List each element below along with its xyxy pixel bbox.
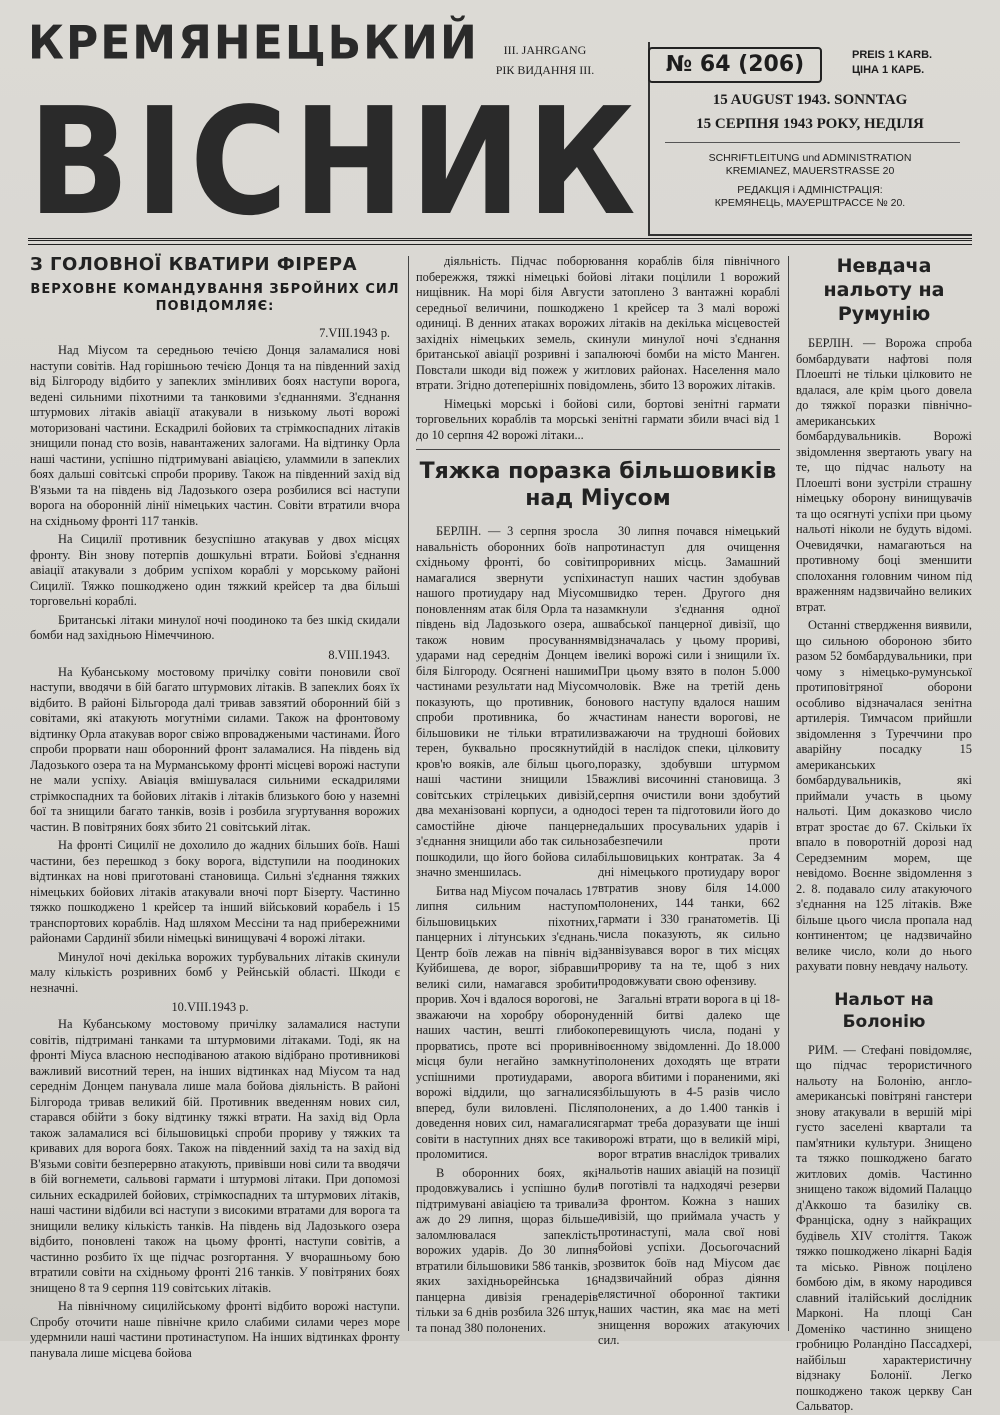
paragraph: БЕРЛІН. — Ворожа спроба бомбардувати нафтові поля Плоешті не тільки цілковито не вдалася, але крім цього довела до тяжкої поразки північно-американських бомбардувальників. Ворожі звідомлення звертають увагу на те, що підчас нальоту на Плоешті вони зустріли страшну німецьку оборону винищувачів та що осягнуті успіхи при цьому нальоті ніколи не будуть відомі. Очевидячки, намагаються на противному боці зменшити сполохання головним чином під враженням надзвичайно великих втрат. (796, 336, 972, 614)
paragraph: На Кубанському мостовому причілку совіти поновили свої наступи, вводячи в бій багато штурмових літаків. В запеклих боях їх відбито. В районі Більгорода далі тривав завзятий оборонний бій з совітами, які атакують могутніми силами. Також на фронтовому відтинку Орла атакував ворог свіжо впроваджеными частинами. Його спроби прорвати наш оборонний фронт заламалися. На південь від Ладозького озера та на Мурманському фронті місцеві ворожі наступи не мали успіху. Авіація вмішувалася сильними ескадрилями стрімкоспадних та бойових літаків і літаків близького бою у наземні бої та знищили багато танків, возів і розбила згуртування ворожих частин. В повітряних боях збито 21 совітський літак. (30, 664, 400, 834)
issue-number: № 64 (206) (648, 47, 822, 83)
paragraph: РИМ. — Стефані повідомляє, що підчас терористичного нальоту на Болонію, англо-американські повітряні ганстери знову атакували в вершій мірі густо заселені квартали та пам'ятники культури. Знищено та тяжко пошкоджено багато житлових домів. Частинно знищено також відомий Палаццо д'Аккошо та базиліку св. Франціска, одну з найкращих будівель XIV століття. Також тяжко пошкоджено лікарні Бадія та місько. Рівнож поцілено бомбою дім, в якому народився славний італійський дослідник Марконі. На площі Сан Доменіко частинно знищено гробницю Роландіно Пассадхері, найбільш характеристичну відзнаку Болонії. Легко пошкоджено також церкву Сан Сальватор. (796, 1042, 972, 1413)
paragraph: На Сицилії противник безуспішно атакував у двох місцях фронту. Він знову потерпів дошкульні втрати. Бойові з'єднання авіації атакували з добрим успіхом кораблі у морському районі Сицилії. Тяжко пошкоджено один тяжкий крейсер та два більші торговельні кораблі. (30, 532, 400, 608)
paragraph: БЕРЛІН. — 3 серпня зросла навальність оборонних боїв на східньому фронті, бо совіти намагалися звернути успіхи нашого протиудару над Міусом поновленням атак біля Орла та на південь від Ладозького озера, а також новим просуванням ударами над середнім Донцем і біля Білгороду. Осягнені нашими частинами результати над Міусом показують, що противник, бо спроби противника, бо ж більшовики не тільки втратили терен, буквально просякнутий кров'ю вояків, але більш цього, наші частини знищили 15 совітських стрілецьких дивізій, два механізовані корпуси, а одно самостійне діюче панцерне з'єднання знищили або так сильно пошкодили, що його бойова сила значно зменшилась. (416, 524, 598, 879)
jahrgang-label: III. JAHRGANG (503, 43, 587, 57)
dateline-1: 7.VIII.1943 р. (319, 326, 390, 340)
paragraph: діяльність. Підчас поборювання кораблів біля північного побережжя, тяжкі німецькі бойові літаки поцілили 1 ворожий нищівник. На морі біля Августи затоплено 3 вантажні кораблі середньої величини, пошкоджено 1 крейсер та 3 малі ворожі одиниці. В денних атаках ворожих літаків на декілька місцевостей західніх німецьких земель, скинули минулої ночі з'єднання британської авіації розривні і запалюючі бомби на місто Манген. Повстали шкоди від пожеж у житлових районах. Населення мало втрати. Згідно дотеперішніх повідомлень, збито 13 ворожих літаків. (416, 254, 780, 392)
address-de-2: KREMIANEZ, MAUERSTRASSE 20 (725, 165, 895, 177)
headline-fuehrer-hq: З ГОЛОВНОЇ КВАТИРИ ФІРЕРА (30, 254, 358, 275)
mius-col-left (416, 524, 598, 1352)
masthead-title-top: КРЕМЯНЕЦЬКИЙ (28, 16, 479, 71)
paragraph: На Кубанському мостовому причілку заламалися наступи совітів, підтримані танками та штурмовими літаками. Тоді, як на фронті Міуса власною несподіваною атакою відібрано противникові важливий висотний терен, на інших відтинках над Міусом та над середнім Донцем панувала лише мала бойова діяльність. В районі Білгорода тривав великий бій. Противник введенням нових сил, старався обійти з боку відтинку тяжкі втрати. На захід від Орла також заламалися всі більшовицькі спроби прориву у тяжких та кривавих для ворога боях. Також на південний захід та на захід від В'язьми совіти безперервно атакують, привівши нові сили та вводячи в бій вогнемети, сальвові гармати і штурмові літаки. При допомозі сильних ескадрилей бойових, стрімкоспадних та штурмових літаків, наші частини відбили всі наступи з високими втратами для ворога та знищили велику кількість танків. На південь від Ладозького озера відбито, поновлені також на цьому фронті, наступи совітів, а частинно розбито їх ще підчас розгортання. У вчорашньому бою втратили совіти на східньому фронті 216 танків. У повітряних боях знищено 8 та 9 серпня 119 совітських літаків. (30, 1017, 400, 1295)
column-3 (796, 254, 972, 1413)
column-separator (408, 256, 409, 1331)
column-1 (30, 254, 400, 1360)
dateline-3: 10.VIII.1943 р. (171, 1000, 249, 1014)
paragraph: В оборонних боях, які продовжувались і успішно були підтримувані авіацією та тривали аж до 29 липня, щораз більше заломлювалася запеклість ворожих ударів. До 30 липня втратили більшовики 586 танків, з яких західньорейнська 16 панцерна дивізія гренадерів тільки за 6 днів розбила 326 штук, та понад 380 полонених. (416, 1165, 598, 1335)
masthead-rule (28, 238, 972, 245)
paragraph: Битва над Міусом почалась 17 липня сильним наступом більшовицьких піхотних, панцерних і літунських з'єднань. Центр боїв лежав на північ від Куйбишева, де ворог, зібравши великі сили, намагався зробити прорив. Хоч і вдалося ворогові, не зважаючи на хоробру оборону наших частин, вешті глибоко прорватись, проте всі проривні місця були негайно замкнуті успішними протиударами, а ворожі віддили, що загналися вперед, були виловлені. Після доведення нових сил, намагалися совіти в наступних днях все таки проломитися. (416, 883, 598, 1161)
paragraph: Британські літаки минулої ночі поодиноко та без шкід скидали бомби над західньою Німеччиною. (30, 612, 400, 642)
price-de: PREIS 1 KARB. (852, 49, 933, 61)
address-ua-2: КРЕМЯНЕЦЬ, МАУЕРШТРАССЕ № 20. (714, 197, 906, 209)
dateline-2: 8.VIII.1943. (328, 647, 390, 662)
paragraph: На північному сицилійському фронті відбито ворожі наступи. Спробу оточити наше північне крило слабими силами через море удермнили наші частини протинаступом. На інших відтинках фронту панувала лише місцева бойова (30, 1299, 400, 1360)
column-2 (416, 254, 780, 1347)
section-divider (416, 449, 780, 450)
mius-article-columns (416, 524, 780, 1352)
headline-mius: Тяжка поразка більшовиків над Міусом (419, 459, 777, 511)
subhead-command: ВЕРХОВНЕ КОМАНДУВАННЯ ЗБРОЙНИХ СИЛ ПОВІДОМЛЯЄ: (30, 282, 400, 314)
masthead-title-main: ВІСНИК (28, 76, 642, 248)
column-separator (788, 256, 789, 1331)
paragraph: Минулої ночі декілька ворожих турбувальних літаків скинули малу кількість розривних бомб у Рейнській області. Шкоди є незначні. (30, 949, 400, 995)
headline-bologna: Нальот на Болонію (834, 989, 934, 1032)
address-ua-1: РЕДАКЦІЯ і АДМІНІСТРАЦІЯ: (737, 184, 883, 196)
date-ua: 15 СЕРПНЯ 1943 РОКУ, НЕДІЛЯ (696, 116, 924, 132)
paragraph: Останні ствердження виявили, що сильною обороною збито разом 52 бомбардувальники, при чому з німецько-румунської протиповітряної оборони особливо відзначалася зенітна артилерія. Тимчасом прийшли звідомлення з Туреччини про аварійну посадку 15 американських бомбардувальників, які приймали участь в цьому нальоті. Цим доказково число втрат зростає до 67. Скільки їх впало в поворотній дорозі над Середземним морем, ще невідомо. Воєнне звідомлення з 2. 8. подавало силу атакуючого з'єднання на 125 літаків. Вже більше цього числа пропала над континентом; це надзвичайно велике число, коли до нього рахувати повну невдачу нальоту. (796, 618, 972, 973)
volume-info (470, 40, 620, 80)
paragraph: На фронті Сицилії не дохолило до жадних більших боїв. Наші частини, без перешкод з боку ворога, відступили на поодиноких відтинках на нові приготовані становища. Сильні з'єднання тяжких німецьких бойових літаків атакували вночі порт Бізерту. Частинно тяжко пошкоджено 1 крейсер та інший військовий корабель і 15 транспортових кораблів. Над шляхом Мессіни та над прибережними районами Сардинії збили німецькі винищувачі 4 ворожі літаки. (30, 838, 400, 945)
paragraph: 30 липня почався німецький протинаступ для очищення проривних місць. Замашний наступ наших частин здобував швидко терен. Другого дня замкнули з'єднання одної швабської панцерної дивізії, що відзначалась у цьому прориві, великі ворожі сили і знищили їх. При цьому взято в полон 5.000 чоловік. Вже на третій день нового наступу вдалося нашим частинам нанести ворогові, не зважаючи на трудноші бойових дій в наслідок спеки, цілковиту поразку, здобувши штурмом важливі височинні становища. 3 серпня очистили вони здобутий досі терен та підготовили його до дальших просувальних ударів і забезпечили проти більшовицьких контратак. За 4 дні німецького протиудару ворог втратив знову біля 14.000 полонених, 144 танки, 662 гармати і 330 гранатометів. Ці числа показують, як сильно занвізувався ворог в тих місцях прориву та на те, щоб з них продовжувати свою офензиву. (598, 524, 780, 988)
address-de-1: SCHRIFTLEITUNG und ADMINISTRATION (708, 152, 912, 164)
paragraph: Німецькі морські і бойові сили, бортові зенітні гармати торговельних кораблів та морські зенітні гармати збили вчасі від 1 до 10 серпня 42 ворожі літаки... (416, 396, 780, 442)
rik-label: РІК ВИДАННЯ III. (495, 63, 595, 77)
date-de: 15 AUGUST 1943. SONNTAG (712, 92, 908, 108)
mius-col-right (598, 524, 780, 1352)
price-box (852, 48, 972, 78)
price-ua: ЦІНА 1 КАРБ. (852, 64, 925, 76)
paragraph: Загальні втрати ворога в ці 18-денній битві далеко ще перевищують числа, подані у воєнному звідомленні. До 18.000 полонених доходять ще втрати ворога вбитими і пораненими, які збільшують в 4-5 разів число полонених, а до 1.400 танків і гармат треба доразувати ще інші ворожі втрати, що в великій мірі, ворог втратив внаслідок тривалих нальотів наших авіацій на позиції в поготівлі та надходячі резерви за фронтом. Кожна з наших дивізій, що приймала участь у протинаступі, мала свої нові бойові успіхи. Досьогочасний розвиток боїв над Міусом дає надзвичайний образ діяння елястичної оборонної тактики наших частин, яка має на меті знищення ворожих атакуючих сил. (598, 992, 780, 1347)
headline-romania: Невдача нальоту на Румунію (823, 255, 945, 325)
paragraph: Над Міусом та середньою течією Донця заламалися нові наступи совітів. Над горішньою течією Донця та на південний захід від Білгороду відбито у запеклих змінливих боях наступи ворога, ведені сильними піхотними та танковими з'єднаннями. З'єднання штурмових літаків авіації атакували в низькому льоті ворожі моторизовані частини. Ескадрилі бойових та стрімкоспадних літаків знищили понад сто возів, навантажених залогами. На відтинку Орла наші частини, успішно підтримувані авіацією, уламмили в запеклих боях дальші совітські спроби прориву. Також на південний захід від В'язьми та на південь від Ладозького озера розбилися всі наступи ворога на оборонній лінії німецьких частин. Совіти втратили вчора на східньому фронті 117 танків. (30, 343, 400, 528)
info-divider (665, 142, 960, 143)
